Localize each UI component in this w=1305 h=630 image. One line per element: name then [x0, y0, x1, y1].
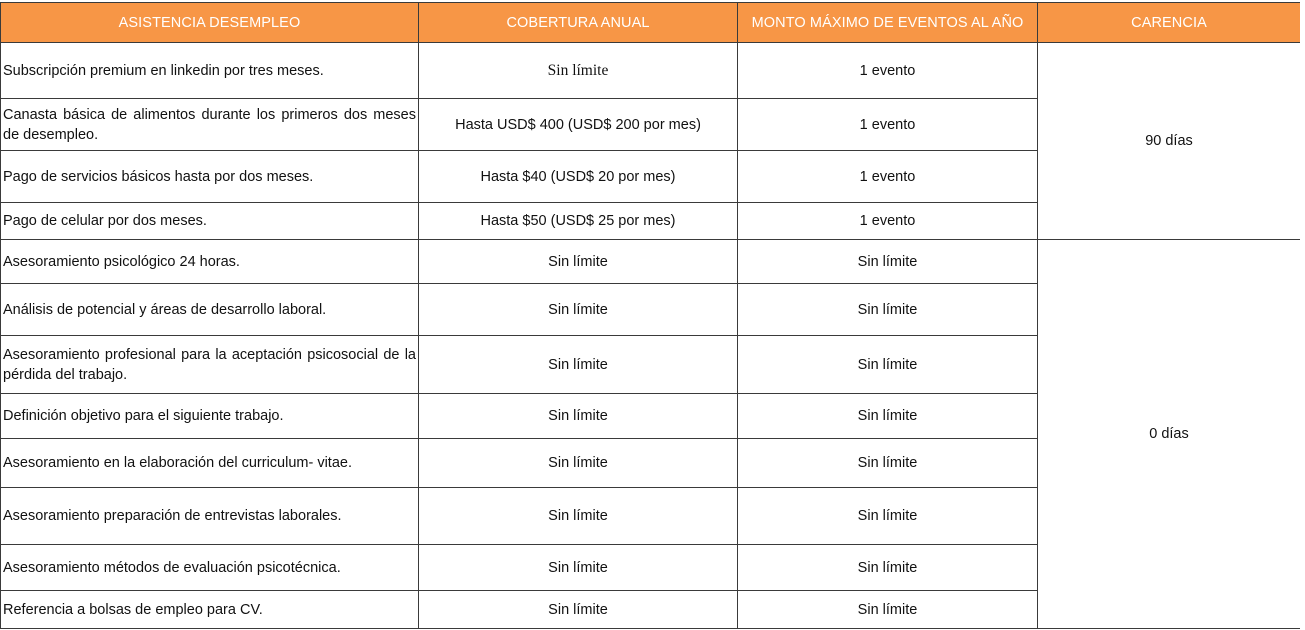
cell-cobertura[interactable]: Sin límite — [419, 43, 738, 99]
cell-monto[interactable]: Sin límite — [738, 591, 1038, 629]
header-carencia[interactable]: CARENCIA — [1038, 3, 1301, 43]
cell-description[interactable]: Referencia a bolsas de empleo para CV. — [1, 591, 419, 629]
cell-cobertura[interactable]: Hasta $50 (USD$ 25 por mes) — [419, 203, 738, 240]
cell-cobertura[interactable]: Sin límite — [419, 545, 738, 591]
cell-cobertura[interactable]: Sin límite — [419, 591, 738, 629]
cell-description[interactable]: Asesoramiento profesional para la aceptación psicosocial de la pérdida del trabajo. — [1, 336, 419, 394]
cell-description[interactable]: Asesoramiento en la elaboración del curriculum- vitae. — [1, 439, 419, 488]
cell-monto[interactable]: Sin límite — [738, 488, 1038, 545]
cell-cobertura[interactable]: Sin límite — [419, 439, 738, 488]
header-row — [1, 3, 1301, 43]
cell-carencia-group2[interactable]: 0 días — [1038, 240, 1301, 629]
cell-monto[interactable]: 1 evento — [738, 151, 1038, 203]
cell-monto[interactable]: 1 evento — [738, 203, 1038, 240]
cell-description[interactable]: Asesoramiento métodos de evaluación psicotécnica. — [1, 545, 419, 591]
cell-description[interactable]: Canasta básica de alimentos durante los primeros dos meses de desempleo. — [1, 99, 419, 151]
cell-cobertura[interactable]: Sin límite — [419, 336, 738, 394]
cell-cobertura[interactable]: Sin límite — [419, 394, 738, 439]
cell-description[interactable]: Asesoramiento preparación de entrevistas laborales. — [1, 488, 419, 545]
table-row — [1, 240, 1301, 284]
cell-description[interactable]: Subscripción premium en linkedin por tres meses. — [1, 43, 419, 99]
cell-description[interactable]: Pago de celular por dos meses. — [1, 203, 419, 240]
cell-monto[interactable]: Sin límite — [738, 336, 1038, 394]
header-asistencia-desempleo[interactable]: ASISTENCIA DESEMPLEO — [1, 3, 419, 43]
cell-monto[interactable]: Sin límite — [738, 545, 1038, 591]
cell-monto[interactable]: 1 evento — [738, 99, 1038, 151]
coverage-table — [0, 2, 1301, 629]
header-monto-maximo[interactable]: MONTO MÁXIMO DE EVENTOS AL AÑO — [738, 3, 1038, 43]
cell-cobertura[interactable]: Sin límite — [419, 240, 738, 284]
cell-carencia-group1[interactable]: 90 días — [1038, 43, 1301, 240]
cell-monto[interactable]: 1 evento — [738, 43, 1038, 99]
cell-cobertura[interactable]: Hasta USD$ 400 (USD$ 200 por mes) — [419, 99, 738, 151]
cell-cobertura[interactable]: Sin límite — [419, 488, 738, 545]
header-cobertura-anual[interactable]: COBERTURA ANUAL — [419, 3, 738, 43]
cell-monto[interactable]: Sin límite — [738, 439, 1038, 488]
cell-cobertura[interactable]: Hasta $40 (USD$ 20 por mes) — [419, 151, 738, 203]
cell-description[interactable]: Pago de servicios básicos hasta por dos meses. — [1, 151, 419, 203]
cell-monto[interactable]: Sin límite — [738, 284, 1038, 336]
sheet-edge — [1300, 0, 1305, 630]
cell-description[interactable]: Asesoramiento psicológico 24 horas. — [1, 240, 419, 284]
cell-monto[interactable]: Sin límite — [738, 394, 1038, 439]
cell-monto[interactable]: Sin límite — [738, 240, 1038, 284]
cell-cobertura[interactable]: Sin límite — [419, 284, 738, 336]
cell-description[interactable]: Análisis de potencial y áreas de desarrollo laboral. — [1, 284, 419, 336]
cell-description[interactable]: Definición objetivo para el siguiente trabajo. — [1, 394, 419, 439]
table-row — [1, 43, 1301, 99]
